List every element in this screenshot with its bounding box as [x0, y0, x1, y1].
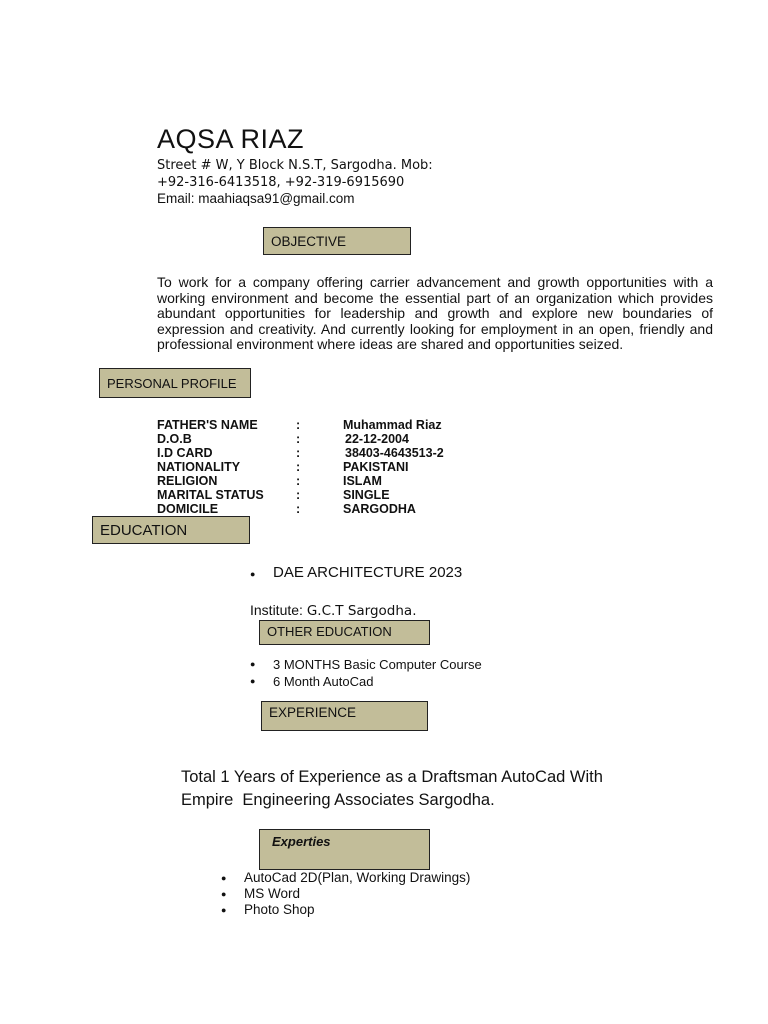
profile-value: SINGLE: [343, 488, 390, 502]
phone-numbers: +92-316-6413518, +92-319-6915690: [157, 175, 405, 190]
profile-value: SARGODHA: [343, 502, 416, 516]
education-heading: EDUCATION: [92, 516, 250, 544]
profile-value: 38403-4643513-2: [345, 446, 444, 460]
objective-text: To work for a company offering carrier advancement and growth opportunities with a working environment and become the essential part of an organization which provides abundant opportunities for leadership and growth and explore new boundaries of expression and creativity. And currently looking for employment in an open, friendly and professional environment where ideas are shared and opportunities seized.: [157, 274, 713, 352]
list-item: ● Photo Shop: [221, 902, 470, 918]
experience-heading: EXPERIENCE: [261, 701, 428, 731]
profile-separator: :: [296, 418, 301, 432]
email-address: maahiaqsa91@gmail.com: [198, 191, 355, 206]
profile-key: MARITAL STATUS: [157, 488, 264, 502]
profile-separator: :: [296, 474, 301, 488]
education-list: [250, 563, 462, 583]
list-item: ● 3 MONTHS Basic Computer Course: [250, 656, 482, 673]
profile-key: I.D CARD: [157, 446, 213, 460]
list-item: ● 6 Month AutoCad: [250, 673, 482, 690]
list-item: ● MS Word: [221, 886, 470, 902]
address-line: Street # W, Y Block N.S.T, Sargodha. Mob:: [157, 158, 433, 173]
other-education-heading: OTHER EDUCATION: [259, 620, 430, 645]
profile-key: RELIGION: [157, 474, 218, 488]
profile-key: NATIONALITY: [157, 460, 241, 474]
institute-name: G.C.T Sargodha.: [306, 603, 417, 619]
profile-separator: :: [296, 502, 301, 516]
experience-line-1: Total 1 Years of Experience as a Draftsman AutoCad With: [181, 768, 603, 786]
personal-profile-heading: PERSONAL PROFILE: [99, 368, 251, 398]
profile-value: ISLAM: [343, 474, 382, 488]
experience-text: [181, 766, 651, 812]
list-item: ● AutoCad 2D(Plan, Working Drawings): [221, 870, 470, 886]
objective-heading: OBJECTIVE: [263, 227, 411, 255]
profile-separator: :: [296, 432, 301, 446]
expertise-heading: Experties: [259, 829, 430, 870]
institute-label: Institute:: [250, 602, 307, 618]
email-label: Email:: [157, 191, 199, 206]
candidate-name: AQSA RIAZ: [157, 124, 305, 154]
experience-line-2: Empire Engineering Associates Sargodha.: [181, 791, 495, 809]
profile-value: 22-12-2004: [345, 432, 409, 446]
profile-value: PAKISTANI: [343, 460, 409, 474]
list-item: ● DAE ARCHITECTURE 2023: [250, 563, 462, 583]
expertise-list: [221, 870, 470, 918]
profile-separator: :: [296, 488, 301, 502]
profile-separator: :: [296, 446, 301, 460]
profile-value: Muhammad Riaz: [343, 418, 442, 432]
profile-key: D.O.B: [157, 432, 192, 446]
other-education-list: [250, 656, 482, 690]
profile-separator: :: [296, 460, 301, 474]
institute-line: [250, 602, 417, 619]
email-line: [157, 191, 355, 206]
profile-key: DOMICILE: [157, 502, 219, 516]
profile-key: FATHER'S NAME: [157, 418, 258, 432]
